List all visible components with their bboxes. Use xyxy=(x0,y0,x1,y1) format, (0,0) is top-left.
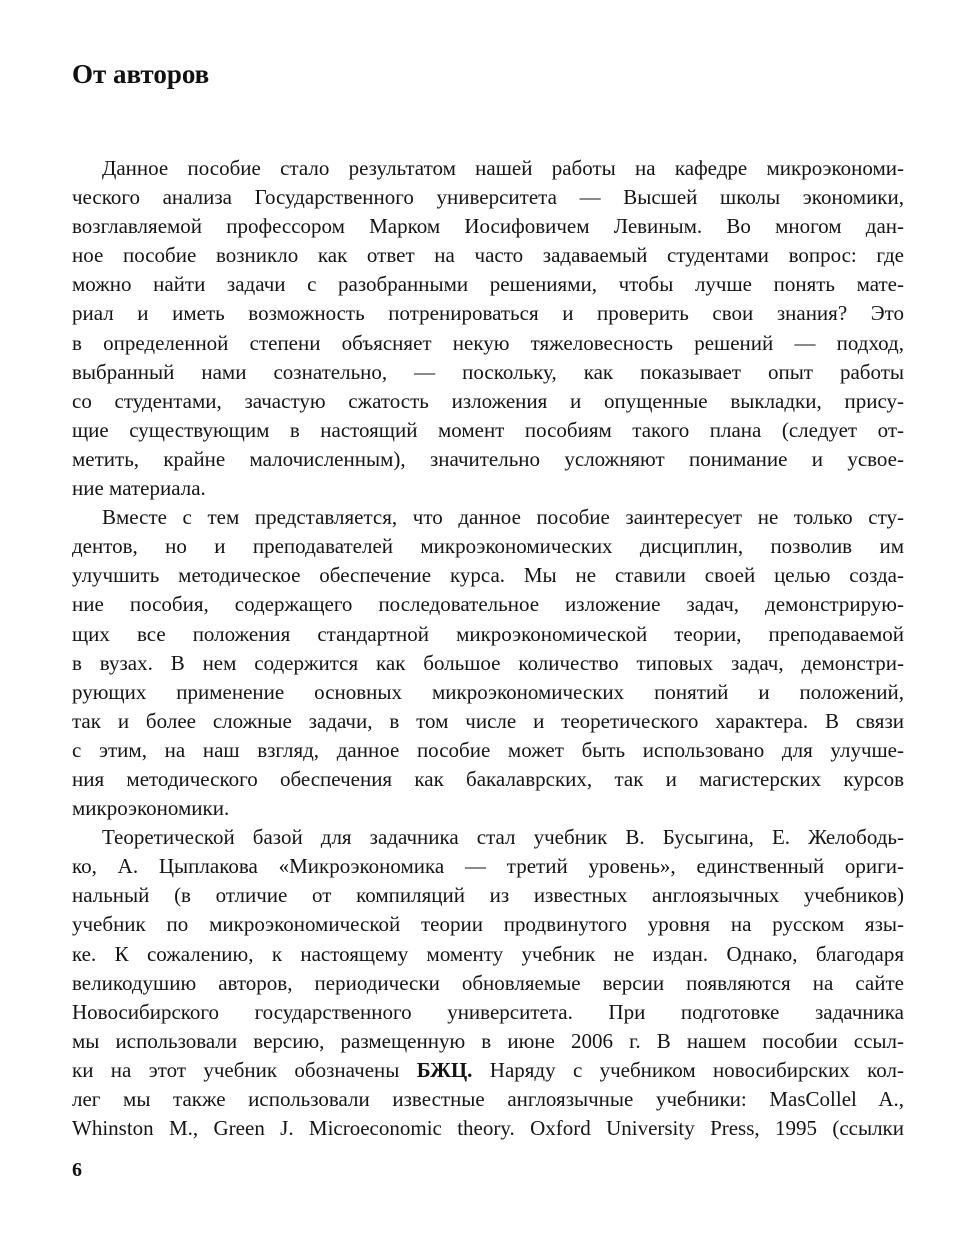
text-line: Новосибирского государственного университета. При подготовке задачника xyxy=(72,999,904,1024)
text-line: можно найти задачи с разобранными решениями, чтобы лучше понять мате- xyxy=(72,272,904,297)
text-line: лег мы также использовали известные англоязычные учебники: MasCollel A., xyxy=(72,1087,904,1111)
text-line: ния методического обеспечения как бакалаврских, так и магистерских курсов xyxy=(72,766,904,791)
text-line: дентов, но и преподавателей микроэкономических дисциплин, позволив им xyxy=(72,534,904,559)
text-line: Теоретической базой для задачника стал учебник В. Бусыгина, Е. Желободь- xyxy=(102,825,904,850)
text-line: улучшить методическое обеспечение курса. Мы не ставили своей целью созда- xyxy=(72,563,904,588)
text-line: Whinston M., Green J. Microeconomic theory. Oxford University Press, 1995 (ссылки xyxy=(72,1116,904,1141)
text-line: ко, А. Цыплакова «Микроэкономика — третий уровень», единственный ориги- xyxy=(72,854,904,879)
text-line: щие существующим в настоящий момент пособиям такого плана (следует от- xyxy=(72,417,904,442)
text-line: нальный (в отличие от компиляций из известных англоязычных учебников) xyxy=(72,883,904,908)
text-line: с этим, на наш взгляд, данное пособие может быть использовано для улучше- xyxy=(72,737,904,762)
text-line: микроэкономики. xyxy=(72,796,230,821)
text-line-with-reference xyxy=(72,1056,904,1085)
text-line: ке. К сожалению, к настоящему моменту учебник не издан. Однако, благодаря xyxy=(72,941,904,966)
text-line: Данное пособие стало результатом нашей работы на кафедре микроэкономи- xyxy=(102,156,904,180)
text-line: риал и иметь возможность потренироваться и проверить свои знания? Это xyxy=(72,301,904,326)
page-number: 6 xyxy=(72,1159,82,1181)
text-line: так и более сложные задачи, в том числе и теоретического характера. В связи xyxy=(72,708,904,733)
text-line: ное пособие возникло как ответ на часто задаваемый студентами вопрос: где xyxy=(72,243,904,268)
text-line: мы использовали версию, размещенную в июне 2006 г. В нашем пособии ссыл- xyxy=(72,1028,904,1053)
text-line: ние материала. xyxy=(72,476,206,501)
paragraph-3 xyxy=(72,823,904,1143)
text-line: выбранный нами сознательно, — поскольку, как показывает опыт работы xyxy=(72,359,904,384)
paragraph-1 xyxy=(72,154,904,503)
text-line: рующих применение основных микроэкономических понятий и положений, xyxy=(72,679,904,704)
text-segment: ки на этот учебник обозначены xyxy=(72,1057,400,1082)
paragraph-2 xyxy=(72,503,904,823)
text-line: учебник по микроэкономической теории продвинутого уровня на русском язы- xyxy=(72,912,904,937)
text-line: ние пособия, содержащего последовательное изложение задач, демонстрирую- xyxy=(72,592,904,617)
text-line: в определенной степени объясняет некую тяжеловесность решений — подход, xyxy=(72,330,904,355)
text-line: Вместе с тем представляется, что данное пособие заинтересует не только сту- xyxy=(102,505,904,530)
text-line: со студентами, зачастую сжатость изложения и опущенные выкладки, прису- xyxy=(72,388,904,413)
text-line: метить, крайне малочисленным), значительно усложняют понимание и усвое- xyxy=(72,446,904,471)
text-segment: Наряду с учебником новосибирских кол- xyxy=(489,1057,904,1082)
text-line: в вузах. В нем содержится как большое количество типовых задач, демонстри- xyxy=(72,650,904,675)
body-text xyxy=(72,154,904,1143)
textbook-reference-bold: БЖЦ. xyxy=(416,1057,473,1082)
text-line: ческого анализа Государственного университета — Высшей школы экономики, xyxy=(72,185,904,210)
text-line: щих все положения стандартной микроэкономической теории, преподаваемой xyxy=(72,621,904,646)
text-line: возглавляемой профессором Марком Иосифовичем Левиным. Во многом дан- xyxy=(72,214,904,239)
text-line: великодушию авторов, периодически обновляемые версии появляются на сайте xyxy=(72,970,904,995)
page-title: От авторов xyxy=(72,59,210,89)
